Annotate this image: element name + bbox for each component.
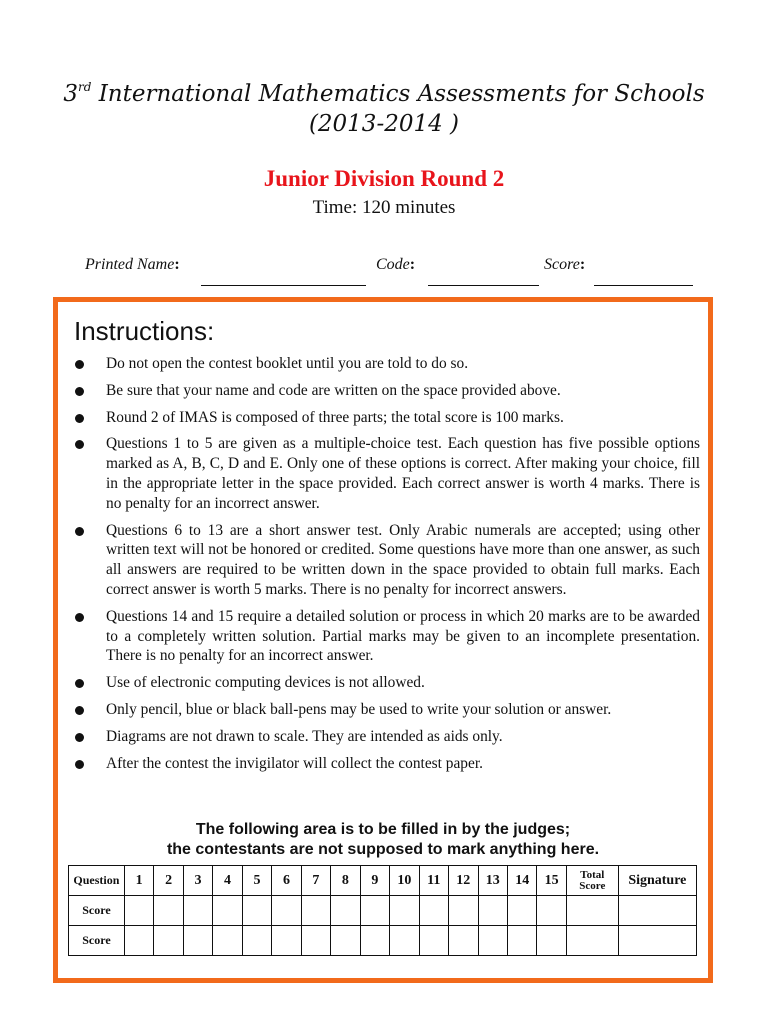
score-cell[interactable] <box>124 926 153 956</box>
score-cell[interactable] <box>301 896 330 926</box>
printed-name-line[interactable] <box>201 285 366 286</box>
title-years: (2013-2014 ) <box>308 111 460 137</box>
score-table <box>68 865 697 956</box>
question-number: 5 <box>242 866 271 896</box>
contest-title <box>0 72 768 139</box>
score-cell[interactable] <box>124 896 153 926</box>
score-cell[interactable] <box>537 896 566 926</box>
instruction-item: Questions 6 to 13 are a short answer test. Only Arabic numerals are accepted; using other written text will not be honored or credited. Some questions have more than one answer, as such all answers are required to be written down in the space provided to obtain full marks. Each correct answer is worth 5 marks. There is no penalty for incorrect answers. <box>68 521 700 600</box>
score-cell[interactable] <box>242 896 271 926</box>
score-cell[interactable] <box>537 926 566 956</box>
judges-notice: The following area is to be filled in by the judges; the contestants are not supposed to mark anything here. <box>166 821 600 858</box>
instruction-item: Questions 1 to 5 are given as a multiple-choice test. Each question has five possible options marked as A, B, C, D and E. Only one of these options is correct. After making your choice, fill in the appropriate letter in the space provided. Each correct answer is worth 4 marks. There is no penalty for an incorrect answer. <box>68 434 700 513</box>
score-cell[interactable] <box>507 896 536 926</box>
question-number: 9 <box>360 866 389 896</box>
question-number: 13 <box>478 866 507 896</box>
code-line[interactable] <box>428 285 539 286</box>
score-cell[interactable] <box>242 926 271 956</box>
instruction-item: Be sure that your name and code are written on the space provided above. <box>68 381 700 401</box>
question-number: 2 <box>154 866 183 896</box>
score-cell[interactable] <box>478 896 507 926</box>
question-number: 3 <box>183 866 212 896</box>
question-number: 6 <box>272 866 301 896</box>
title-text: International Mathematics Assessments for Schools <box>98 81 705 107</box>
score-cell[interactable] <box>272 926 301 956</box>
signature-cell[interactable] <box>618 896 696 926</box>
instruction-item: Diagrams are not drawn to scale. They are intended as aids only. <box>68 727 700 747</box>
question-number: 15 <box>537 866 566 896</box>
question-number: 8 <box>331 866 360 896</box>
instruction-item: Questions 14 and 15 require a detailed solution or process in which 20 marks are to be awarded to a completely written solution. Partial marks may be given to an incomplete presentation. There is no penalty for an incorrect answer. <box>68 607 700 666</box>
score-cell[interactable] <box>331 896 360 926</box>
score-cell[interactable] <box>419 926 448 956</box>
question-number: 10 <box>390 866 419 896</box>
bullet-icon <box>75 360 84 369</box>
score-cell[interactable] <box>154 926 183 956</box>
question-header: Question <box>69 866 125 896</box>
bullet-icon <box>75 733 84 742</box>
score-cell[interactable] <box>390 896 419 926</box>
score-cell[interactable] <box>360 896 389 926</box>
score-cell[interactable] <box>449 896 478 926</box>
instructions-box <box>53 297 713 983</box>
time-limit: Time: 120 minutes <box>312 197 456 218</box>
instruction-item: Round 2 of IMAS is composed of three parts; the total score is 100 marks. <box>68 408 700 428</box>
bullet-icon <box>75 387 84 396</box>
bullet-icon <box>75 706 84 715</box>
instructions-list <box>68 354 700 780</box>
score-label: Score: <box>544 256 586 273</box>
instruction-item: Only pencil, blue or black ball-pens may be used to write your solution or answer. <box>68 700 700 720</box>
bullet-icon <box>75 527 84 536</box>
score-cell[interactable] <box>183 896 212 926</box>
total-score-cell[interactable] <box>566 926 618 956</box>
total-score-header: Total Score <box>566 866 618 896</box>
division-title: Junior Division Round 2 <box>263 166 505 191</box>
score-cell[interactable] <box>272 896 301 926</box>
score-cell[interactable] <box>419 896 448 926</box>
bullet-icon <box>75 414 84 423</box>
instruction-item: Use of electronic computing devices is not allowed. <box>68 673 700 693</box>
score-cell[interactable] <box>478 926 507 956</box>
question-number: 4 <box>213 866 242 896</box>
instruction-item: Do not open the contest booklet until you are told to do so. <box>68 354 700 374</box>
score-cell[interactable] <box>360 926 389 956</box>
signature-header: Signature <box>618 866 696 896</box>
score-cell[interactable] <box>507 926 536 956</box>
score-cell[interactable] <box>301 926 330 956</box>
bullet-icon <box>75 613 84 622</box>
question-number: 12 <box>449 866 478 896</box>
bullet-icon <box>75 760 84 769</box>
question-number: 1 <box>124 866 153 896</box>
row-label: Score <box>69 926 125 956</box>
instructions-heading: Instructions: <box>74 316 215 346</box>
score-cell[interactable] <box>390 926 419 956</box>
score-cell[interactable] <box>154 896 183 926</box>
row-label: Score <box>69 896 125 926</box>
code-label: Code: <box>376 256 416 273</box>
title-ordinal: 3 <box>63 81 78 107</box>
table-row <box>69 926 697 956</box>
bullet-icon <box>75 679 84 688</box>
total-score-cell[interactable] <box>566 896 618 926</box>
table-header-row <box>69 866 697 896</box>
score-cell[interactable] <box>213 896 242 926</box>
score-line[interactable] <box>594 285 693 286</box>
signature-cell[interactable] <box>618 926 696 956</box>
score-cell[interactable] <box>331 926 360 956</box>
printed-name-label: Printed Name: <box>85 256 180 273</box>
question-number: 14 <box>507 866 536 896</box>
question-number: 7 <box>301 866 330 896</box>
bullet-icon <box>75 440 84 449</box>
title-ordinal-suffix: rd <box>77 80 92 94</box>
score-cell[interactable] <box>213 926 242 956</box>
instruction-item: After the contest the invigilator will collect the contest paper. <box>68 754 700 774</box>
table-row <box>69 896 697 926</box>
score-cell[interactable] <box>183 926 212 956</box>
score-cell[interactable] <box>449 926 478 956</box>
question-number: 11 <box>419 866 448 896</box>
